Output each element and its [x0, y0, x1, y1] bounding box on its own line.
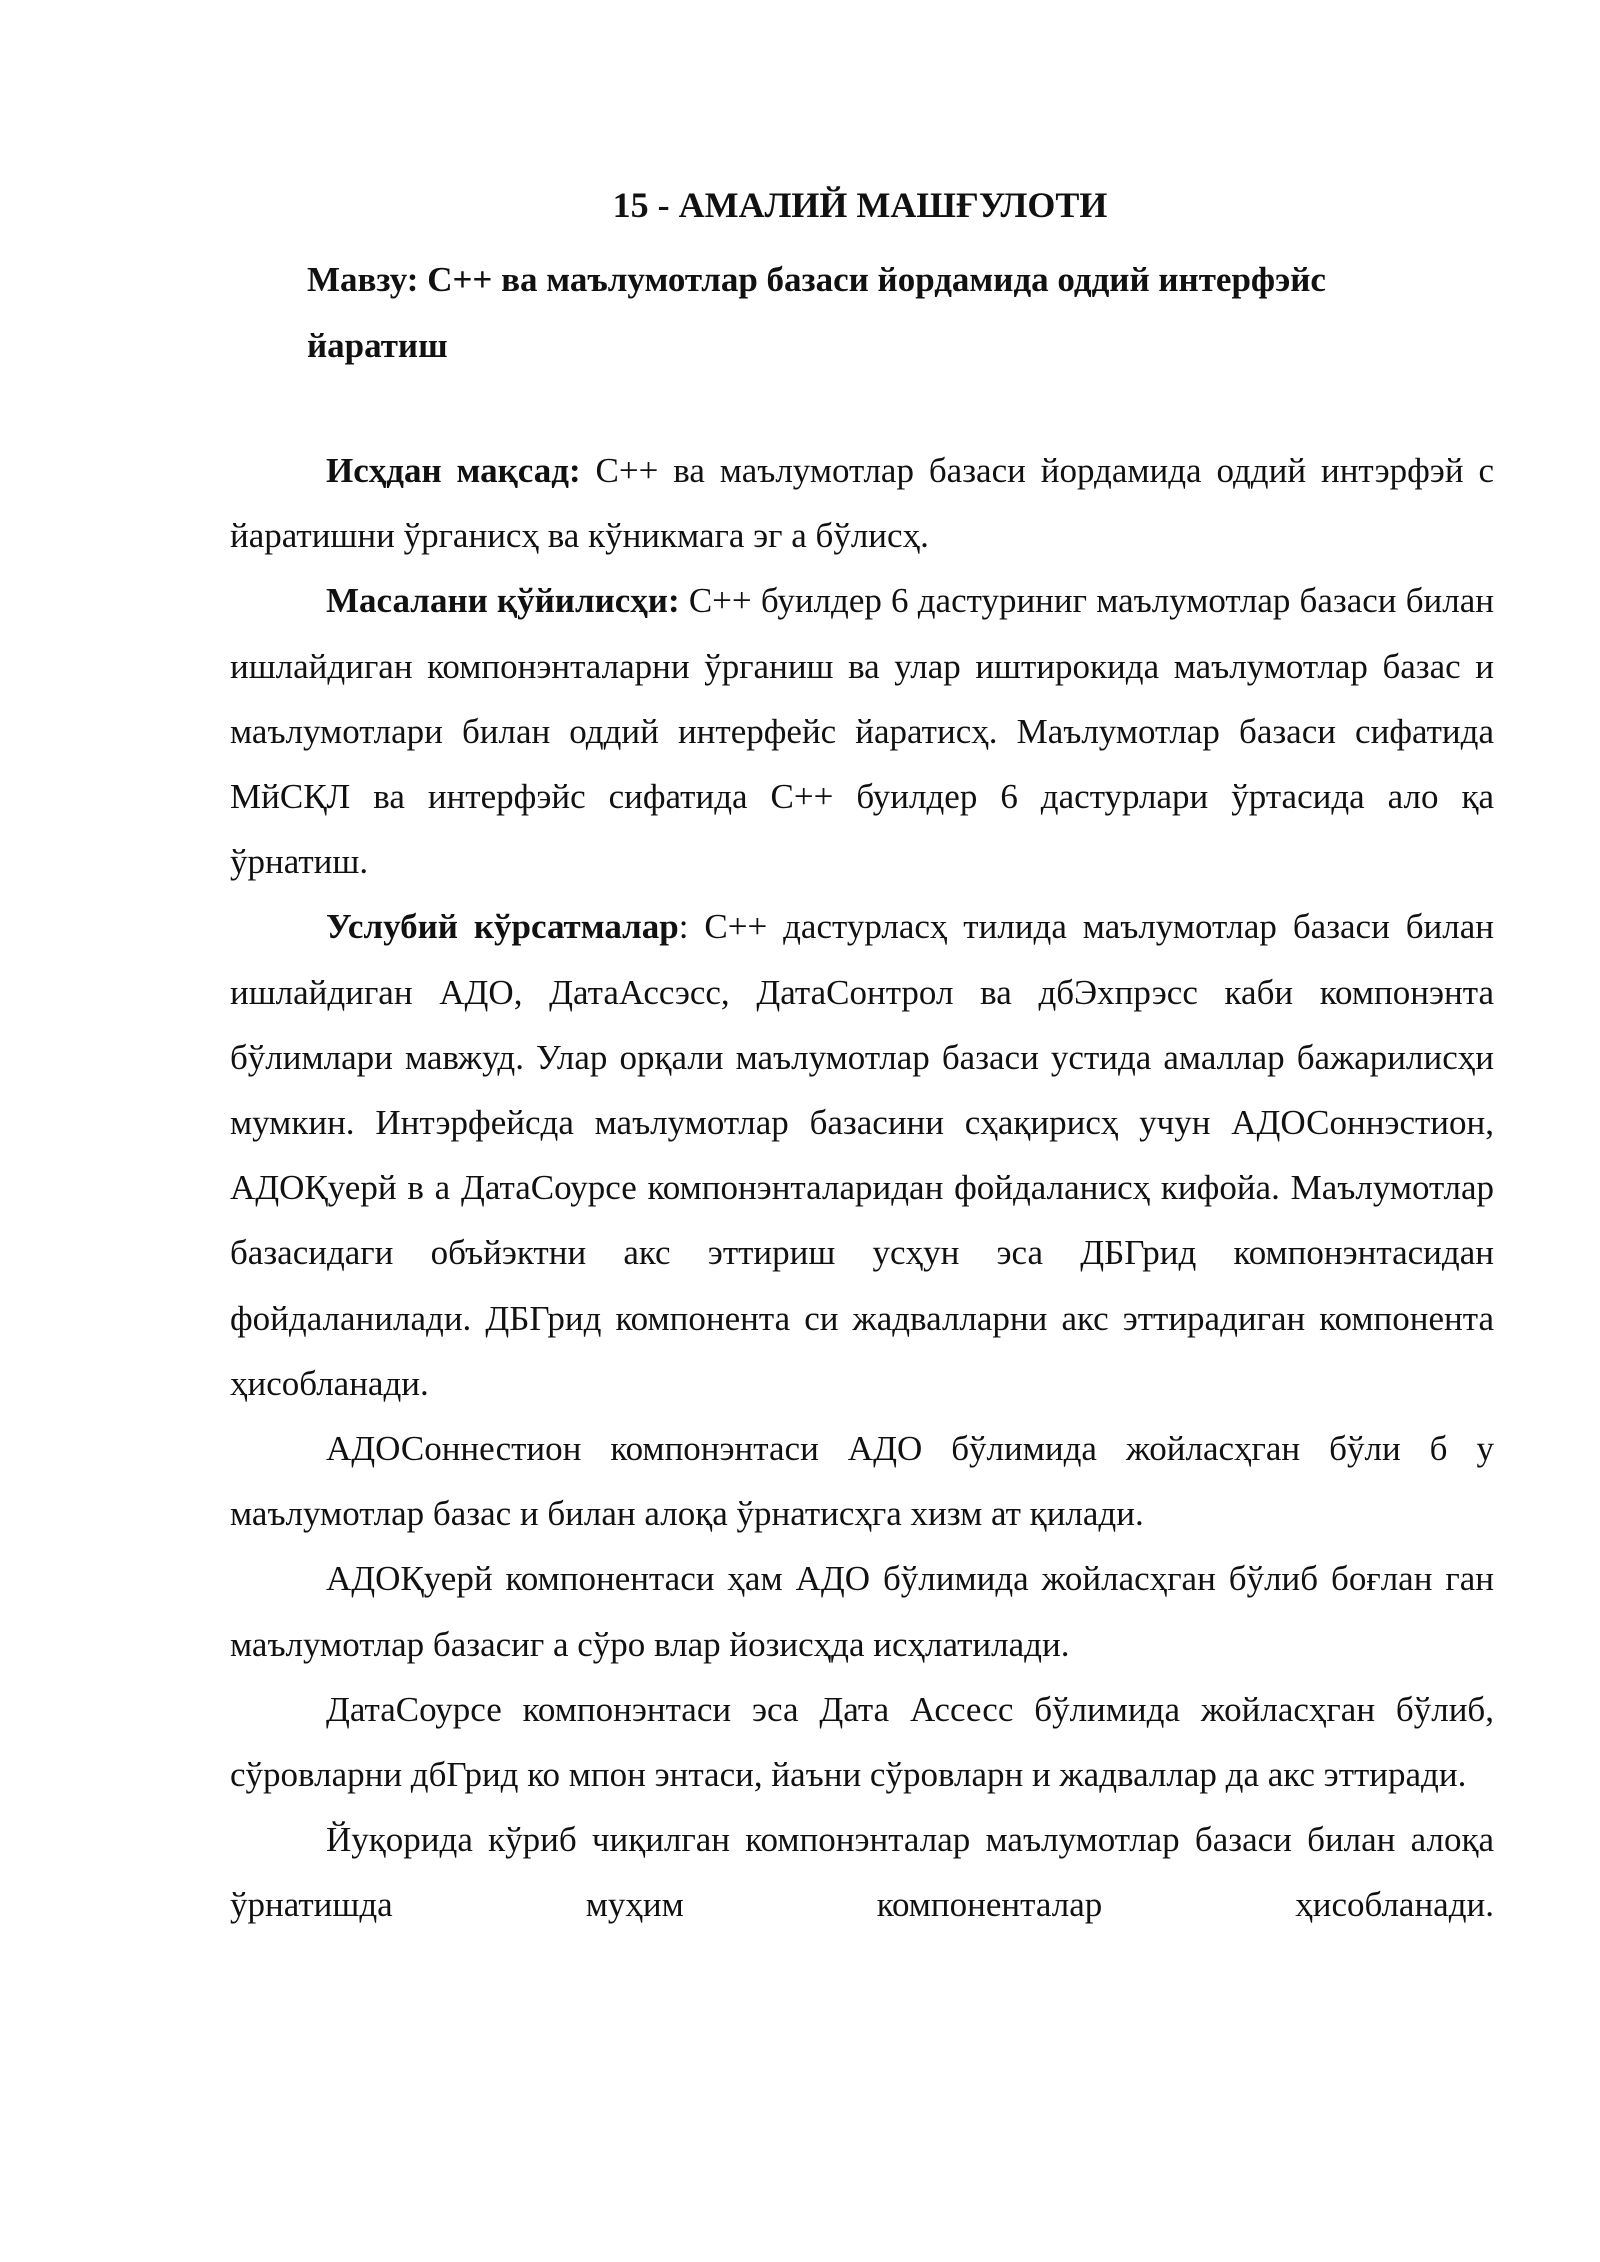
paragraph-text: Йуқорида кўриб чиқилган компонэнталар маълумотлар базаси билан алоқа ўрнатишда муҳим компоненталар ҳисобланади. [230, 1820, 1494, 1925]
paragraph-adoconnection [230, 1416, 1494, 1546]
topic-heading: Мавзу: С++ ва маълумотлар базаси йордамида оддий интерфэйс йаратиш [307, 260, 1326, 365]
paragraph-text: ДатаСоурсе компонэнтаси эса Дата Ассесс бўлимида жойласҳган бўлиб, сўровларни дбГрид ко мпон энтаси, йаъни сўровларн и жадваллар да акс эттиради. [230, 1689, 1494, 1795]
paragraph-summary [230, 1807, 1494, 1937]
document-body [230, 438, 1494, 1938]
paragraph-lead: Исҳдан мақсад: [326, 451, 581, 490]
paragraph-text: С++ буилдер 6 дастуриниг маълумотлар базаси билан ишлайдиган компонэнталарни ўрганиш ва улар иштирокида маълумотлар базас и маълумотлари билан оддий интерфейс йаратисҳ. Маълумотлар базаси сифатида МйСҚЛ ва интерфэйс сифатида С++ буилдер 6 дастурлари ўртасида ало қа ўрнатиш. [230, 581, 1494, 882]
paragraph-adoquery [230, 1546, 1494, 1676]
page-title: 15 - АМАЛИЙ МАШҒУЛОТИ [612, 185, 1108, 225]
paragraph-text: АДОСоннестион компонэнтаси АДО бўлимида жойласҳган бўли б у маълумотлар базас и билан алоқа ўрнатисҳга хизм ат қилади. [230, 1429, 1494, 1534]
paragraph-text: АДОҚуерй компонентаси ҳам АДО бўлимида жойласҳган бўлиб боғлан ган маълумотлар базасиг а сўро влар йозисҳда исҳлатилади. [230, 1559, 1494, 1664]
paragraph-lead: Услубий кўрсатмалар [326, 907, 679, 947]
paragraph-goal [230, 438, 1494, 568]
paragraph-datasource [230, 1677, 1494, 1807]
paragraph-text: : С++ дастурласҳ тилида маълумотлар базаси билан ишлайдиган АДО, ДатаАссэсс, ДатаСонтрол ва дбЭхпрэсс каби компонэнта бўлимлари мавжуд. Улар орқали маълумотлар базаси устида амаллар бажарилисҳи мумкин. Интэрфейсда маълумотлар базасини сҳақирисҳ учун АДОСоннэстион, АДОҚуерй в а ДатаСоурсе компонэнталаридан фойдаланисҳ кифойа. Маълумотлар базасидаги объйэктни акс эттириш усҳун эса ДБГрид компонэнтасидан фойдаланилади. ДБГрид компонента си жадвалларни акс эттирадиган компонента ҳисобланади. [230, 907, 1494, 1403]
paragraph-text: С++ ва маълумотлар базаси йордамида оддий интэрфэй с йаратишни ўрганисҳ ва кўникмага эг а бўлисҳ. [230, 451, 1494, 556]
paragraph-lead: Масалани қўйилисҳи: [326, 581, 680, 621]
paragraph-guidelines [230, 894, 1494, 1416]
paragraph-task [230, 568, 1494, 894]
